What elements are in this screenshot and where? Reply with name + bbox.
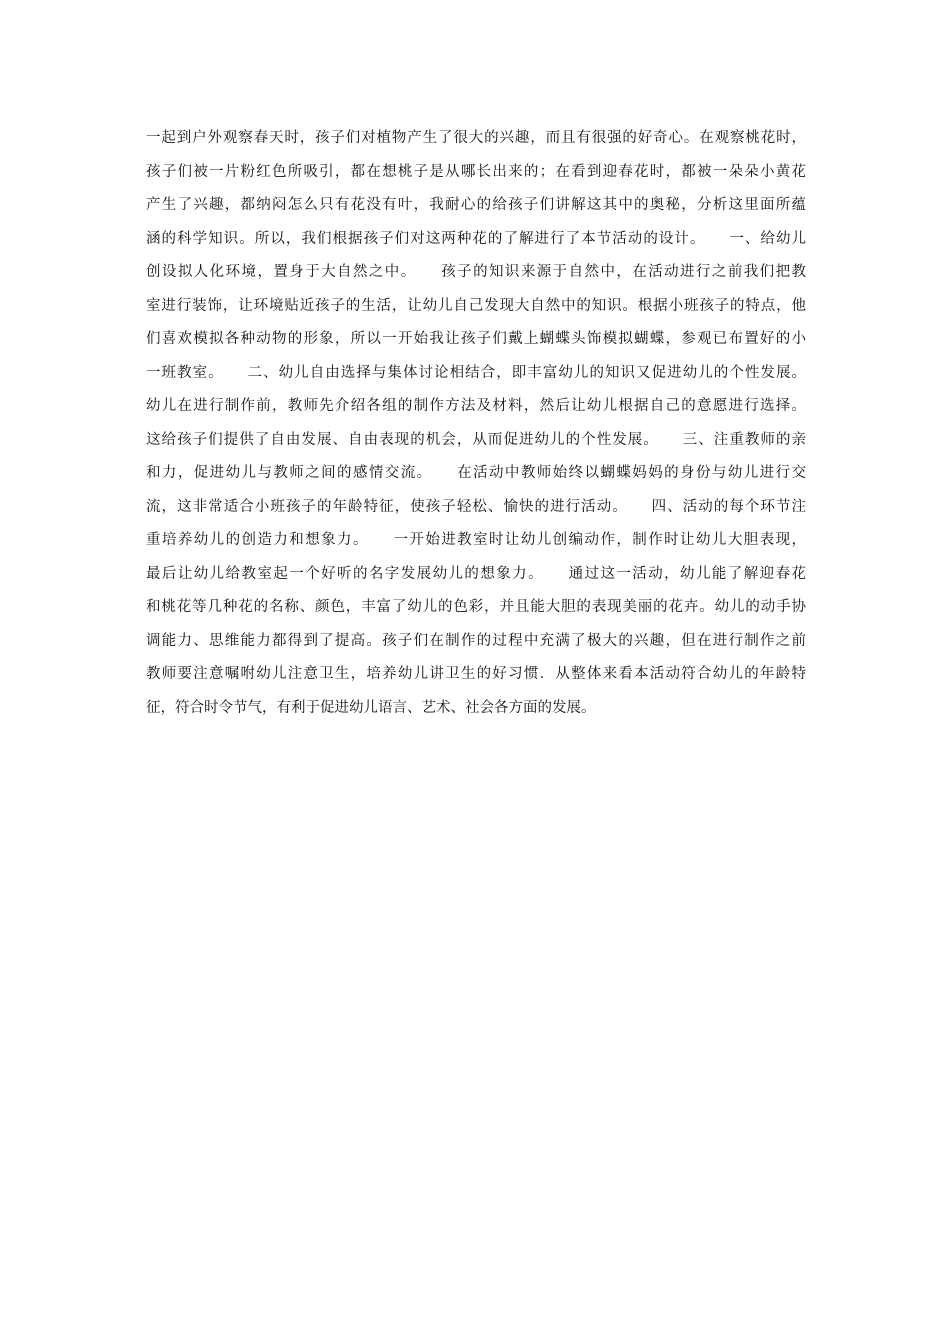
text-line: 室进行装饰，让环境贴近孩子的生活，让幼儿自己发现大自然中的知识。根据小班孩子的特点，他	[146, 297, 806, 314]
text-line: 和桃花等几种花的名称、颜色，丰富了幼儿的色彩，并且能大胆的表现美丽的花卉。幼儿的动手协	[146, 599, 806, 615]
text-line: 这给孩子们提供了自由发展、自由表现的机会，从而促进幼儿的个性发展。 三、注重教师的亲	[146, 431, 806, 448]
text-line: 调能力、思维能力都得到了提高。孩子们在制作的过程中充满了极大的兴趣，但在进行制作之前	[146, 632, 806, 649]
text-line: 涵的科学知识。所以，我们根据孩子们对这两种花的了解进行了本节活动的设计。 一、给幼儿	[146, 230, 806, 247]
text-line-last: 征，符合时令节气，有利于促进幼儿语言、艺术、社会各方面的发展。	[146, 699, 596, 716]
text-line: 教师要注意嘱咐幼儿注意卫生，培养幼儿讲卫生的好习惯．从整体来看本活动符合幼儿的年龄特	[146, 666, 806, 682]
text-line: 产生了兴趣，都纳闷怎么只有花没有叶，我耐心的给孩子们讲解这其中的奥秘，分析这里面所蕴	[146, 197, 806, 213]
text-line: 最后让幼儿给教室起一个好听的名字发展幼儿的想象力。 通过这一活动，幼儿能了解迎春花	[146, 565, 806, 582]
text-line: 和力，促进幼儿与教师之间的感情交流。 在活动中教师始终以蝴蝶妈妈的身份与幼儿进行交	[146, 465, 806, 481]
text-line: 重培养幼儿的创造力和想象力。 一开始进教室时让幼儿创编动作，制作时让幼儿大胆表现，	[146, 532, 806, 548]
text-line: 幼儿在进行制作前，教师先介绍各组的制作方法及材料，然后让幼儿根据自己的意愿进行选择。	[146, 398, 806, 414]
text-line: 孩子们被一片粉红色所吸引，都在想桃子是从哪长出来的；在看到迎春花时，都被一朵朵小黄花	[146, 163, 806, 180]
text-line: 们喜欢模拟各种动物的形象，所以一开始我让孩子们戴上蝴蝶头饰模拟蝴蝶，参观已布置好的小	[146, 331, 806, 347]
body-paragraph	[146, 122, 806, 725]
text-line: 一起到户外观察春天时，孩子们对植物产生了很大的兴趣，而且有很强的好奇心。在观察桃花时，	[146, 130, 806, 146]
text-line: 创设拟人化环境，置身于大自然之中。 孩子的知识来源于自然中，在活动进行之前我们把教	[146, 264, 806, 280]
text-line: 一班教室。 二、幼儿自由选择与集体讨论相结合，即丰富幼儿的知识又促进幼儿的个性发展。	[146, 364, 806, 381]
text-line: 流，这非常适合小班孩子的年龄特征，使孩子轻松、愉快的进行活动。 四、活动的每个环节注	[146, 498, 806, 515]
